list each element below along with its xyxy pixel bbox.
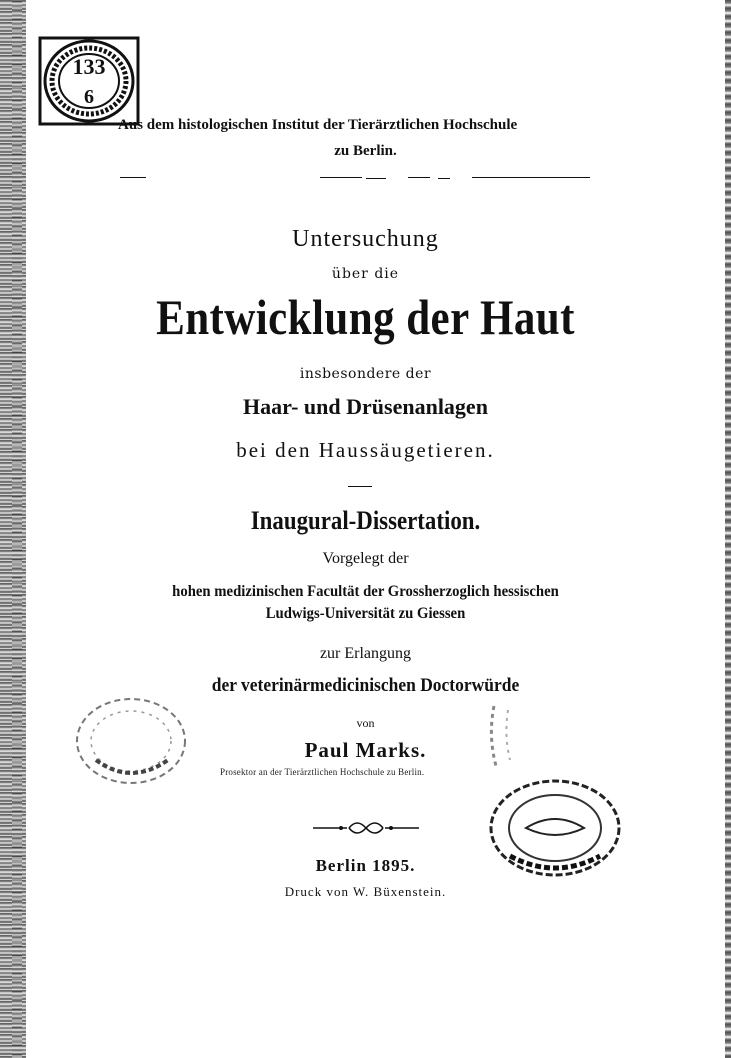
header-rule [472,177,590,178]
library-stamp-faint-icon [72,694,190,788]
printer-line: Druck von W. Büxenstein. [284,884,447,899]
by-line: von [356,716,375,730]
ornament-divider-icon [311,818,421,838]
title-line-6: bei den Haussäugetieren. [236,438,495,462]
university-line: Ludwigs-Universität zu Giessen [265,605,466,622]
stamp-number-bottom: 6 [84,86,94,108]
author-position: Prosektor an der Tierärztlichen Hochschule zu Berlin. [220,767,425,777]
header-rule [120,177,146,178]
stamp-number-top: 133 [72,54,106,79]
header-rule [438,178,450,179]
faculty-line: hohen medizinischen Facultät der Grossherzoglich hessischen [172,583,559,600]
header-rule [320,177,362,178]
city-line: zu Berlin. [334,143,397,159]
library-stamp-icon [38,36,140,126]
header-rule [408,177,430,178]
header-rule [366,178,386,179]
main-title: Entwicklung der Haut [156,289,575,345]
dissertation-heading: Inaugural-Dissertation. [250,506,481,535]
institute-line: Aus dem histologischen Institut der Tierärztlichen Hochschule [118,117,518,133]
library-stamp-faint-icon [484,700,544,772]
purpose-line: zur Erlangung [319,645,412,662]
section-divider [348,486,372,487]
title-line-4: insbesondere der [299,366,432,382]
author-name: Paul Marks. [304,738,427,762]
title-line-1: Untersuchung [292,226,439,252]
title-line-5: Haar- und Drüsenanlagen [243,394,488,419]
degree-line: der veterinärmedicinischen Doctorwürde [211,675,520,696]
title-line-2: über die [331,266,400,282]
place-year: Berlin 1895. [315,856,416,875]
presented-to-line: Vorgelegt der [322,550,409,567]
